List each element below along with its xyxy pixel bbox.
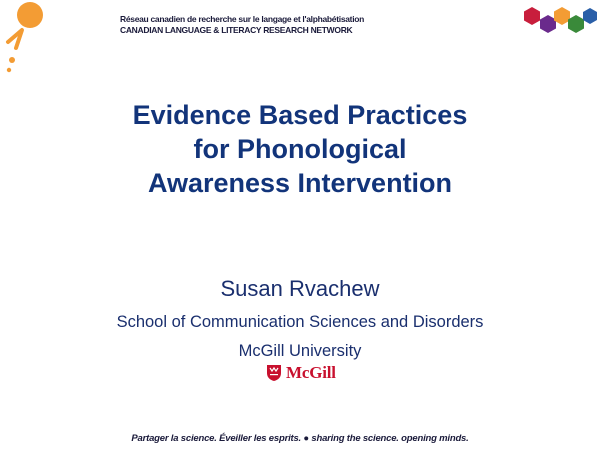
hexagon-cluster-logo: [520, 2, 600, 42]
mcgill-crest-icon: [266, 364, 282, 382]
logo-dot: [7, 68, 11, 72]
org-name-french: Réseau canadien de recherche sur le langage et l'alphabétisation: [120, 14, 365, 24]
hexagon-icon: [524, 7, 540, 25]
hexagon-icon: [583, 8, 597, 24]
author-department: School of Communication Sciences and Disorders: [116, 313, 484, 331]
footer-tagline: Partager la science. Éveiller les esprits. ● sharing the science. opening minds.: [131, 433, 469, 444]
logo-head: [17, 2, 43, 28]
title-line: for Phonological: [193, 134, 407, 164]
network-figure-logo: [0, 0, 60, 90]
logo-arm: [8, 30, 22, 48]
header-organization: [120, 14, 480, 36]
logo-dot: [9, 57, 15, 63]
title-line: Evidence Based Practices: [132, 100, 468, 130]
author-university: McGill University: [238, 342, 362, 360]
mcgill-logo: [266, 362, 356, 384]
hexagon-icon: [540, 15, 556, 33]
hexagon-icon: [554, 7, 570, 25]
slide-title: [40, 98, 560, 200]
author-name: Susan Rvachew: [220, 276, 380, 301]
hexagon-icon: [568, 15, 584, 33]
mcgill-wordmark: McGill: [286, 363, 336, 382]
org-name-english: CANADIAN LANGUAGE & LITERACY RESEARCH NETWORK: [120, 25, 353, 35]
title-line: Awareness Intervention: [147, 168, 453, 198]
